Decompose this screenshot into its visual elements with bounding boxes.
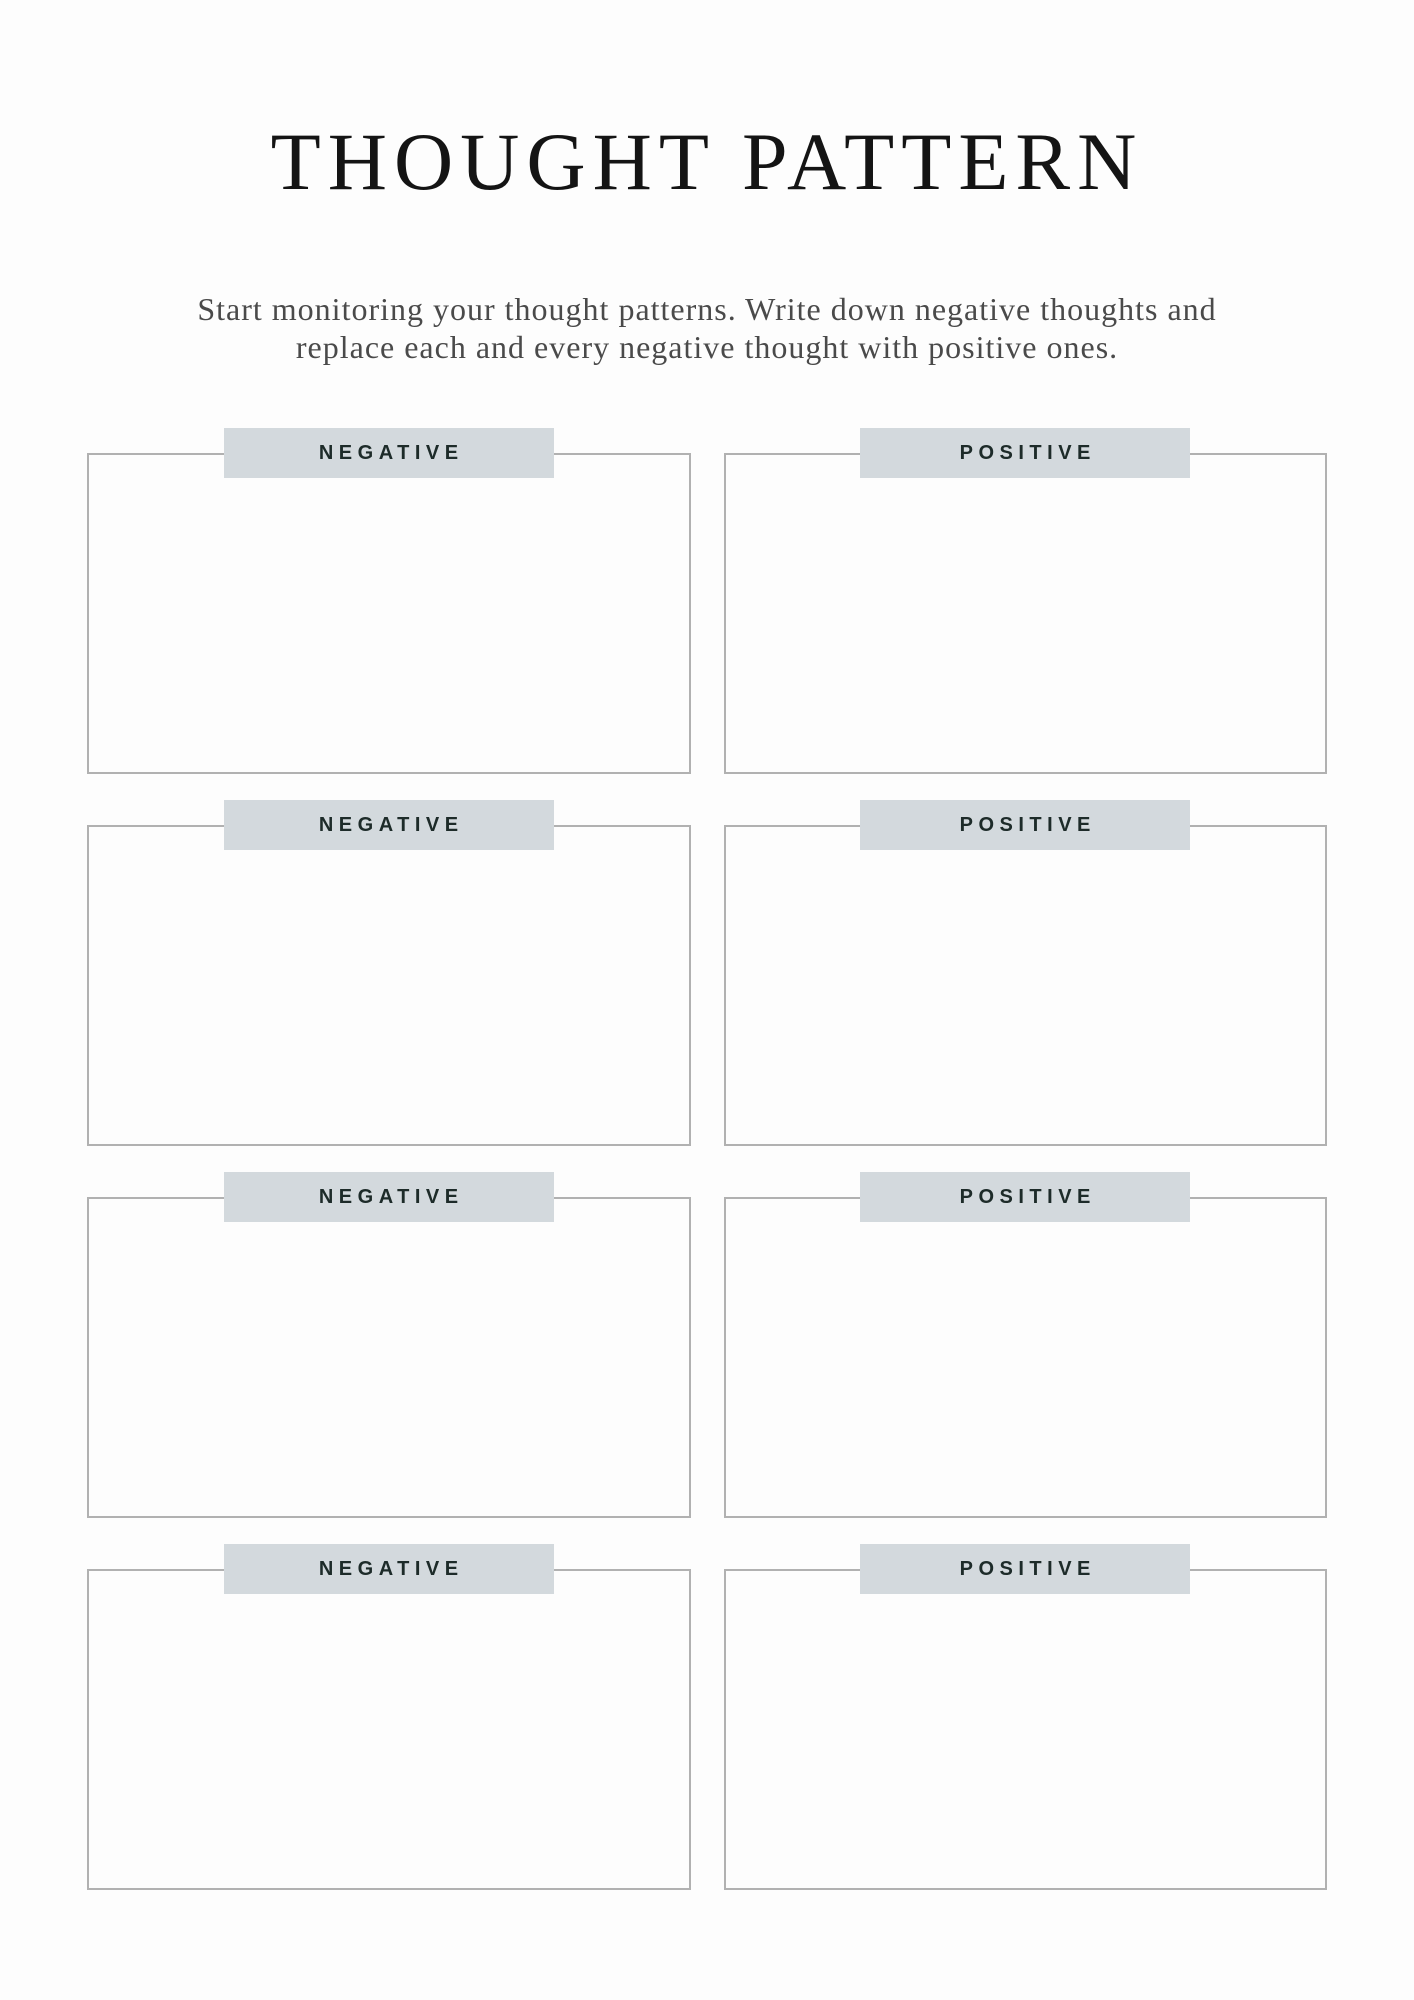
negative-label-row1: NEGATIVE	[224, 428, 554, 478]
page-title-text: THOUGHT PATTERN	[270, 116, 1144, 207]
negative-label-row3: NEGATIVE	[224, 1172, 554, 1222]
negative-entry-box-row3	[87, 1197, 691, 1518]
negative-cell-row4	[87, 1544, 691, 1890]
negative-cell-row2	[87, 800, 691, 1146]
negative-cell-row3	[87, 1172, 691, 1518]
worksheet-row-1	[87, 428, 1327, 774]
worksheet-row-3	[87, 1172, 1327, 1518]
positive-entry-box-row1	[724, 453, 1328, 774]
positive-entry-box-row3	[724, 1197, 1328, 1518]
positive-entry-box-row4	[724, 1569, 1328, 1890]
worksheet-row-4	[87, 1544, 1327, 1890]
subtitle-line-2: replace each and every negative thought with positive ones.	[295, 329, 1119, 365]
positive-label-row3: POSITIVE	[860, 1172, 1190, 1222]
positive-cell-row4	[724, 1544, 1328, 1890]
positive-cell-row1	[724, 428, 1328, 774]
positive-cell-row3	[724, 1172, 1328, 1518]
positive-label-row4: POSITIVE	[860, 1544, 1190, 1594]
positive-entry-box-row2	[724, 825, 1328, 1146]
worksheet-grid	[87, 428, 1327, 1890]
subtitle-line-1: Start monitoring your thought patterns. Write down negative thoughts and	[197, 291, 1217, 327]
worksheet-row-2	[87, 800, 1327, 1146]
page-title	[0, 0, 1414, 207]
positive-cell-row2	[724, 800, 1328, 1146]
negative-cell-row1	[87, 428, 691, 774]
page-subtitle	[0, 290, 1414, 366]
negative-entry-box-row4	[87, 1569, 691, 1890]
negative-entry-box-row2	[87, 825, 691, 1146]
positive-label-row1: POSITIVE	[860, 428, 1190, 478]
negative-label-row2: NEGATIVE	[224, 800, 554, 850]
negative-entry-box-row1	[87, 453, 691, 774]
negative-label-row4: NEGATIVE	[224, 1544, 554, 1594]
positive-label-row2: POSITIVE	[860, 800, 1190, 850]
